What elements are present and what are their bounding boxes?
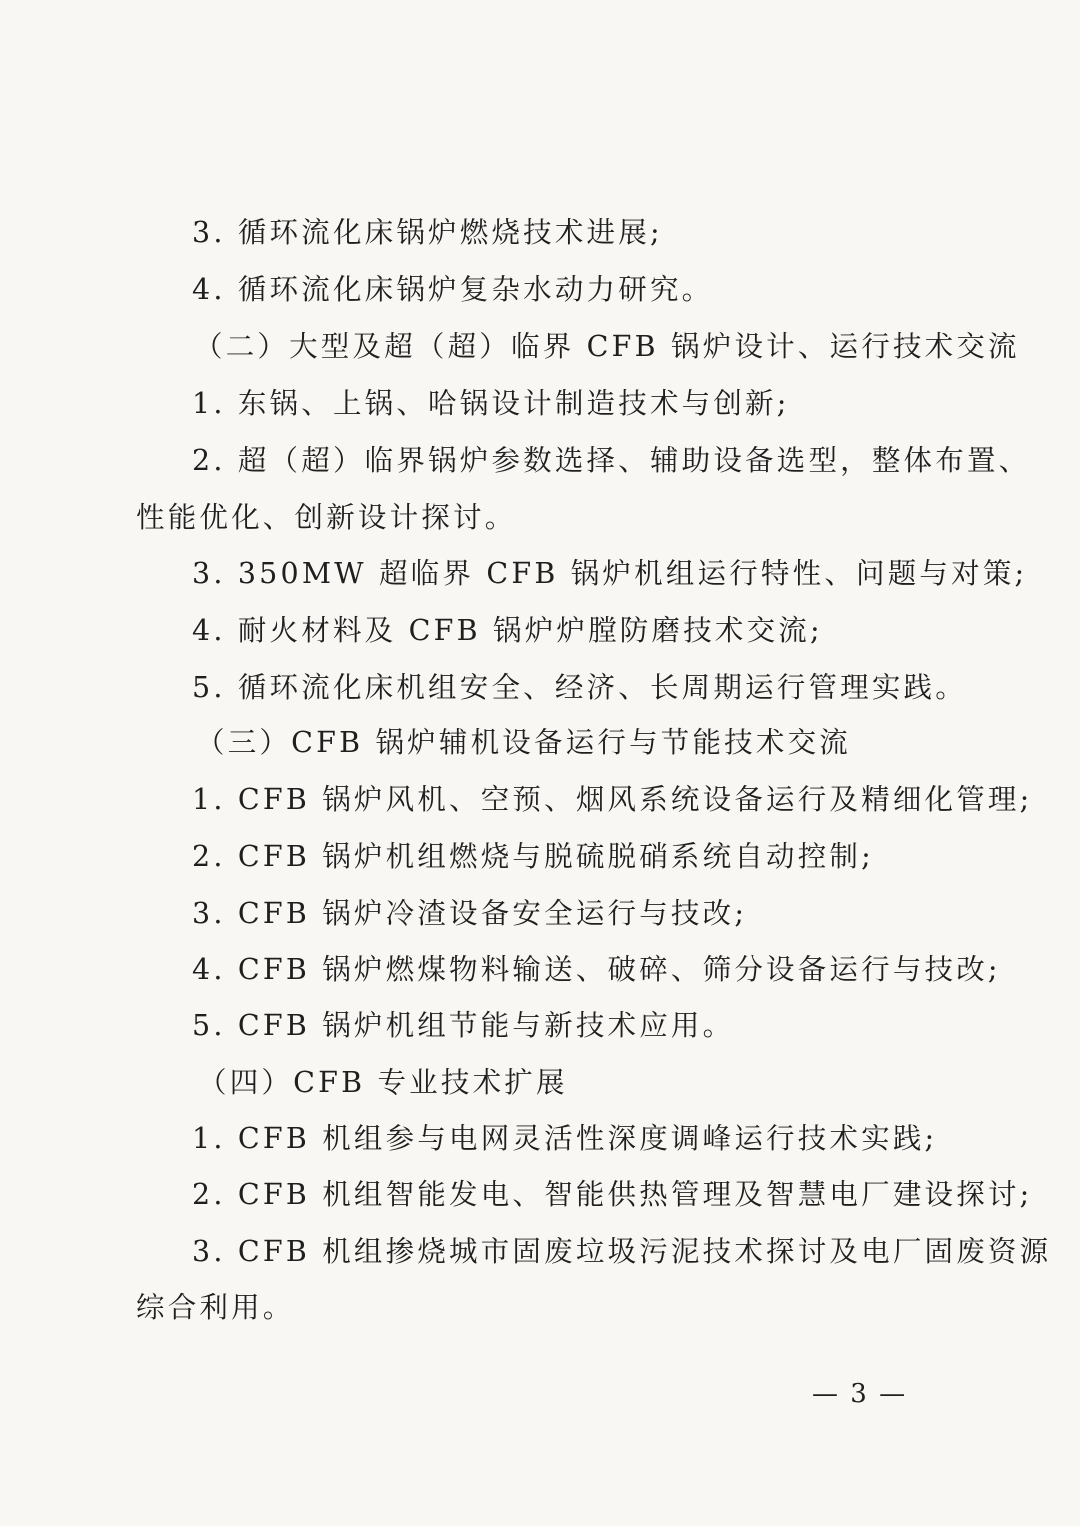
text-line-9: 5. 循环流化床机组安全、经济、长周期运行管理实践。 bbox=[192, 671, 967, 704]
text-line-6: 性能优化、创新设计探讨。 bbox=[136, 501, 517, 534]
text-line-17: 1. CFB 机组参与电网灵活性深度调峰运行技术实践; bbox=[192, 1122, 938, 1155]
text-line-12: 2. CFB 锅炉机组燃烧与脱硫脱硝系统自动控制; bbox=[192, 840, 874, 873]
section-heading-2: （二）大型及超（超）临界 CFB 锅炉设计、运行技术交流 bbox=[194, 330, 1020, 363]
text-line-8: 4. 耐火材料及 CFB 锅炉炉膛防磨技术交流; bbox=[192, 614, 823, 647]
section-heading-3: （三）CFB 锅炉辅机设备运行与节能技术交流 bbox=[196, 726, 851, 759]
text-line-14: 4. CFB 锅炉燃煤物料输送、破碎、筛分设备运行与技改; bbox=[192, 953, 1001, 986]
text-line-4: 1. 东锅、上锅、哈锅设计制造技术与创新; bbox=[192, 387, 790, 420]
section-heading-4: （四）CFB 专业技术扩展 bbox=[198, 1066, 568, 1099]
text-line-2: 4. 循环流化床锅炉复杂水动力研究。 bbox=[192, 273, 714, 306]
text-line-18: 2. CFB 机组智能发电、智能供热管理及智慧电厂建设探讨; bbox=[192, 1178, 1033, 1211]
text-line-11: 1. CFB 锅炉风机、空预、烟风系统设备运行及精细化管理; bbox=[192, 783, 1033, 816]
text-line-20: 综合利用。 bbox=[136, 1291, 295, 1324]
text-line-5: 2. 超（超）临界锅炉参数选择、辅助设备选型，整体布置、 bbox=[192, 444, 1031, 477]
text-line-15: 5. CFB 锅炉机组节能与新技术应用。 bbox=[192, 1009, 735, 1042]
page-number: — 3 — bbox=[812, 1379, 908, 1409]
text-line-13: 3. CFB 锅炉冷渣设备安全运行与技改; bbox=[192, 897, 748, 930]
text-line-7: 3. 350MW 超临界 CFB 锅炉机组运行特性、问题与对策; bbox=[192, 557, 1028, 590]
text-line-19: 3. CFB 机组掺烧城市固废垃圾污泥技术探讨及电厂固废资源 bbox=[192, 1235, 1052, 1268]
text-line-1: 3. 循环流化床锅炉燃烧技术进展; bbox=[192, 216, 663, 249]
